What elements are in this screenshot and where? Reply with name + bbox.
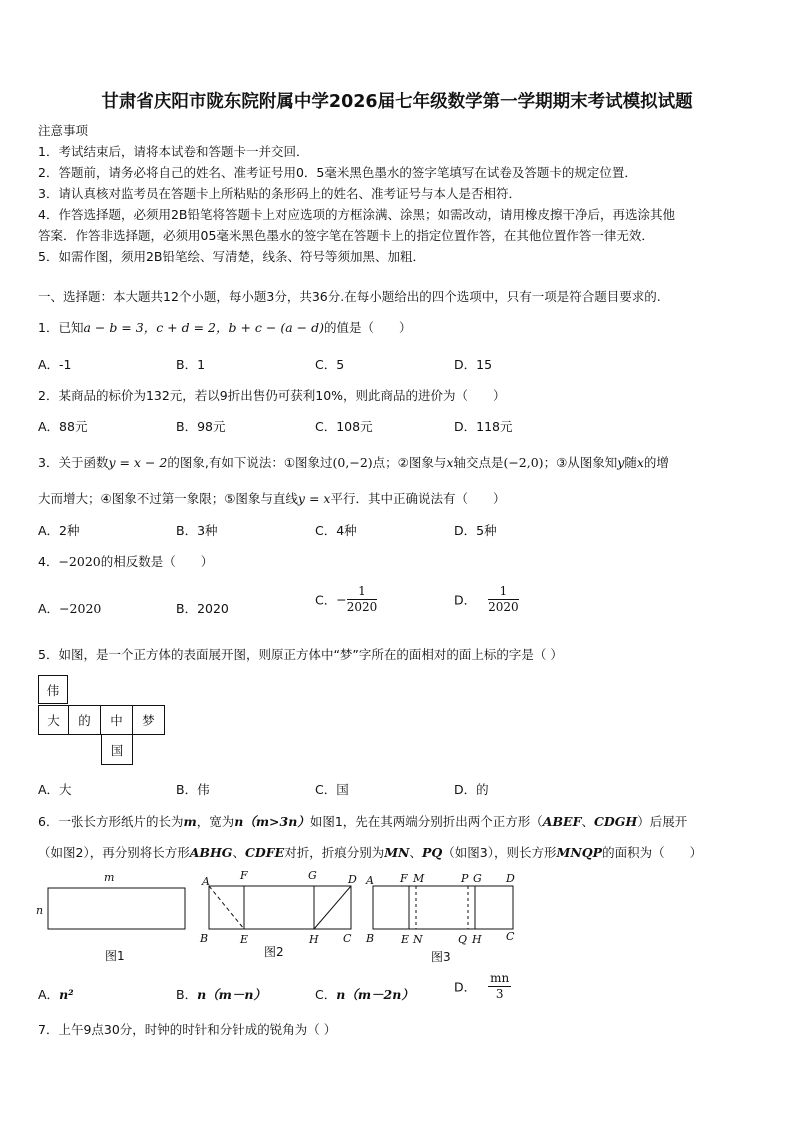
option-value: n（m－2n） [336, 987, 414, 1002]
net-cell-bottom: 国 [101, 735, 133, 765]
notice-item: 2．答题前，请务必将自己的姓名、准考证号用0．5毫米黑色墨水的签字笔填写在试卷及答题卡的规定位置． [38, 165, 637, 180]
q2-option-b: B．98元 [176, 419, 226, 434]
label-g: G [308, 869, 317, 882]
net-cell: 中 [101, 705, 133, 735]
q6-option-a [38, 985, 74, 1003]
q6-text: 、 [581, 814, 594, 829]
q5-option-a: A．大 [38, 782, 72, 797]
fraction [488, 584, 519, 615]
q6-var: n [234, 814, 244, 829]
q3-text: 的图象,有如下说法：①图象过 [167, 455, 333, 470]
notice-item: 1．考试结束后，请将本试卷和答题卡一并交回． [38, 144, 309, 159]
q3-option-b: B．3种 [176, 523, 218, 538]
question-4 [38, 552, 213, 570]
q6-shape: PQ [421, 845, 443, 860]
q3-point: (−2,0) [503, 455, 544, 470]
option-value: −2020 [59, 601, 102, 616]
page-title: 甘肃省庆阳市陇东院附属中学2026届七年级数学第一学期期末考试模拟试题 [101, 92, 693, 112]
q6-text: ，宽为 [196, 814, 235, 829]
label-f: F [240, 869, 248, 882]
option-label: B． [176, 987, 198, 1002]
q6-shape: ABHG [189, 845, 233, 860]
q6-text: ）后展开 [637, 814, 688, 829]
label-g: G [473, 872, 482, 885]
notice-item: 答案．作答非选择题，必须用05毫米黑色墨水的签字笔在答题卡上的指定位置作答，在其他位置作答一律无效． [38, 228, 654, 243]
label-f: F [400, 872, 408, 885]
fraction [347, 584, 378, 615]
q6-shape: MNQP [556, 845, 603, 860]
q3-text: 大而增大；④图象不过第一象限；⑤图象与直线 [38, 491, 298, 506]
label-b: B [200, 932, 209, 945]
option-label: C． [315, 987, 337, 1002]
label-q: Q [458, 933, 468, 946]
q3-text: ；③从图象知 [543, 455, 618, 470]
q3-var: x [636, 455, 644, 470]
label-p: P [461, 872, 469, 885]
q3-point: (0,−2) [332, 455, 373, 470]
notice-heading: 注意事项 [38, 123, 89, 138]
rectangle [48, 888, 185, 929]
question-3-line-1 [38, 453, 669, 471]
q2-option-d: D．118元 [454, 419, 513, 434]
q3-var: x [446, 455, 454, 470]
rectangle [373, 886, 513, 929]
label-e: E [240, 933, 249, 946]
question-6-line-1 [38, 812, 687, 830]
notice-item: 3．请认真核对监考员在答题卡上所粘贴的条形码上的姓名、准考证号与本人是否相符． [38, 186, 521, 201]
figure-3 [365, 872, 515, 964]
label-d: D [506, 872, 515, 885]
q4-option-a [38, 599, 101, 617]
numerator: 1 [488, 584, 519, 600]
q6-option-c [315, 985, 414, 1003]
q4-value: −2020 [58, 554, 101, 569]
caption: 图2 [264, 945, 284, 959]
q1-tail: 的值是（ ） [323, 320, 412, 335]
label-c: C [506, 930, 515, 943]
q3-text: 轴交点是 [453, 455, 504, 470]
q1-option-a: A．-1 [38, 357, 72, 372]
q2-option-a: A．88元 [38, 419, 88, 434]
label-m: m [104, 871, 115, 884]
q1-number: 1．已知 [38, 320, 84, 335]
q6-text: 、 [409, 845, 422, 860]
q4-option-b: B．2020 [176, 601, 229, 616]
cube-net [38, 675, 168, 765]
q1-option-c: C．5 [315, 357, 345, 372]
q6-var: m [183, 814, 197, 829]
diagonal [314, 886, 351, 929]
label-h: H [309, 933, 319, 946]
figure-2 [199, 869, 357, 959]
net-cell-top: 伟 [38, 675, 68, 704]
net-cell: 大 [38, 705, 69, 735]
numerator: mn [490, 971, 510, 985]
label-b: B [366, 932, 375, 945]
q3-text: 平行．其中正确说法有（ ） [330, 491, 506, 506]
q6-text: 、 [232, 845, 245, 860]
q3-option-a: A．2种 [38, 523, 80, 538]
option-label: D． [454, 592, 477, 608]
q6-text: 6．一张长方形纸片的长为 [38, 814, 184, 829]
q6-text: （如图2），再分别将长方形 [38, 845, 190, 860]
q3-line: y = x [297, 491, 331, 506]
question-6-line-2 [38, 843, 702, 861]
label-d: D [348, 873, 357, 886]
option-label: A． [38, 987, 60, 1002]
q3-text: 的增 [643, 455, 669, 470]
q3-text: 随 [624, 455, 637, 470]
net-cell: 梦 [133, 705, 165, 735]
option-value: n（m－n） [197, 987, 266, 1002]
label-h: H [472, 933, 482, 946]
question-3-line-2 [38, 489, 505, 507]
q6-text: （如图3），则长方形 [442, 845, 557, 860]
q6-condition: （m>3n） [243, 814, 310, 829]
label-a: A [366, 874, 374, 887]
q1-option-b: B．1 [176, 357, 206, 372]
rectangle [209, 886, 351, 929]
option-label: C． [315, 592, 337, 608]
q6-shape: CDFE [244, 845, 285, 860]
option-label: A． [38, 601, 60, 616]
denominator: 3 [495, 987, 504, 1001]
q6-text: 如图1，先在其两端分别折出两个正方形（ [309, 814, 543, 829]
q3-function: y = x − 2 [108, 455, 168, 470]
q6-text: 对折，折痕分别为 [284, 845, 385, 860]
minus-sign: − [336, 592, 347, 607]
q4-option-c [315, 584, 377, 615]
fraction [488, 971, 511, 1002]
numerator: 1 [347, 584, 378, 600]
denominator: 2020 [346, 600, 378, 614]
q3-option-d: D．5种 [454, 523, 497, 538]
q4-number: 4． [38, 554, 59, 569]
caption: 图1 [105, 949, 125, 963]
label-e: E [401, 933, 410, 946]
label-n: n [36, 904, 44, 917]
notice-item: 4．作答选择题，必须用2B铅笔将答题卡上对应选项的方框涂满、涂黑；如需改动，请用橡皮擦干净后，再选涂其他 [38, 207, 675, 222]
q6-shape: MN [384, 845, 410, 860]
q6-option-b [176, 985, 266, 1003]
q6-text: 的面积为（ ） [602, 845, 703, 860]
q6-figures [30, 866, 530, 966]
q5-option-c: C．国 [315, 782, 349, 797]
question-1 [38, 318, 411, 336]
label-m: M [413, 872, 425, 885]
q5-option-d: D．的 [454, 782, 489, 797]
q6-shape: CDGH [593, 814, 638, 829]
q3-option-c: C．4种 [315, 523, 357, 538]
q2-option-c: C．108元 [315, 419, 373, 434]
label-c: C [343, 932, 352, 945]
option-label: D． [454, 979, 477, 995]
section-heading: 一、选择题：本大题共12个小题，每小题3分，共36分.在每小题给出的四个选项中，只有一项是符合题目要求的. [38, 289, 661, 304]
notice-item: 5．如需作图，须用2B铅笔绘、写清楚，线条、符号等须加黑、加粗． [38, 249, 425, 264]
q3-var: y [617, 455, 625, 470]
caption: 图3 [431, 950, 451, 964]
figure-1 [36, 871, 185, 963]
question-2: 2．某商品的标价为132元，若以9折出售仍可获利10%，则此商品的进价为（ ） [38, 388, 506, 403]
label-a: A [202, 875, 210, 888]
q4-option-d [454, 584, 519, 615]
q3-text: 3．关于函数 [38, 455, 109, 470]
question-7: 7．上午9点30分，时钟的时针和分针成的锐角为（ ） [38, 1022, 337, 1037]
q1-expression: a − b = 3，c + d = 2，b + c − (a − d) [83, 320, 324, 335]
diagonal [209, 886, 244, 929]
q5-option-b: B．伟 [176, 782, 210, 797]
q6-option-d [454, 971, 511, 1002]
q6-shape: ABEF [542, 814, 582, 829]
option-value: n² [59, 987, 74, 1002]
q3-text: 点；②图象与 [372, 455, 447, 470]
denominator: 2020 [488, 600, 519, 614]
net-cell: 的 [69, 705, 101, 735]
label-n: N [413, 933, 423, 946]
q4-tail: 的相反数是（ ） [100, 554, 214, 569]
q1-option-d: D．15 [454, 357, 493, 372]
question-5: 5．如图，是一个正方体的表面展开图，则原正方体中“梦”字所在的面相对的面上标的字是（ ） [38, 647, 563, 662]
